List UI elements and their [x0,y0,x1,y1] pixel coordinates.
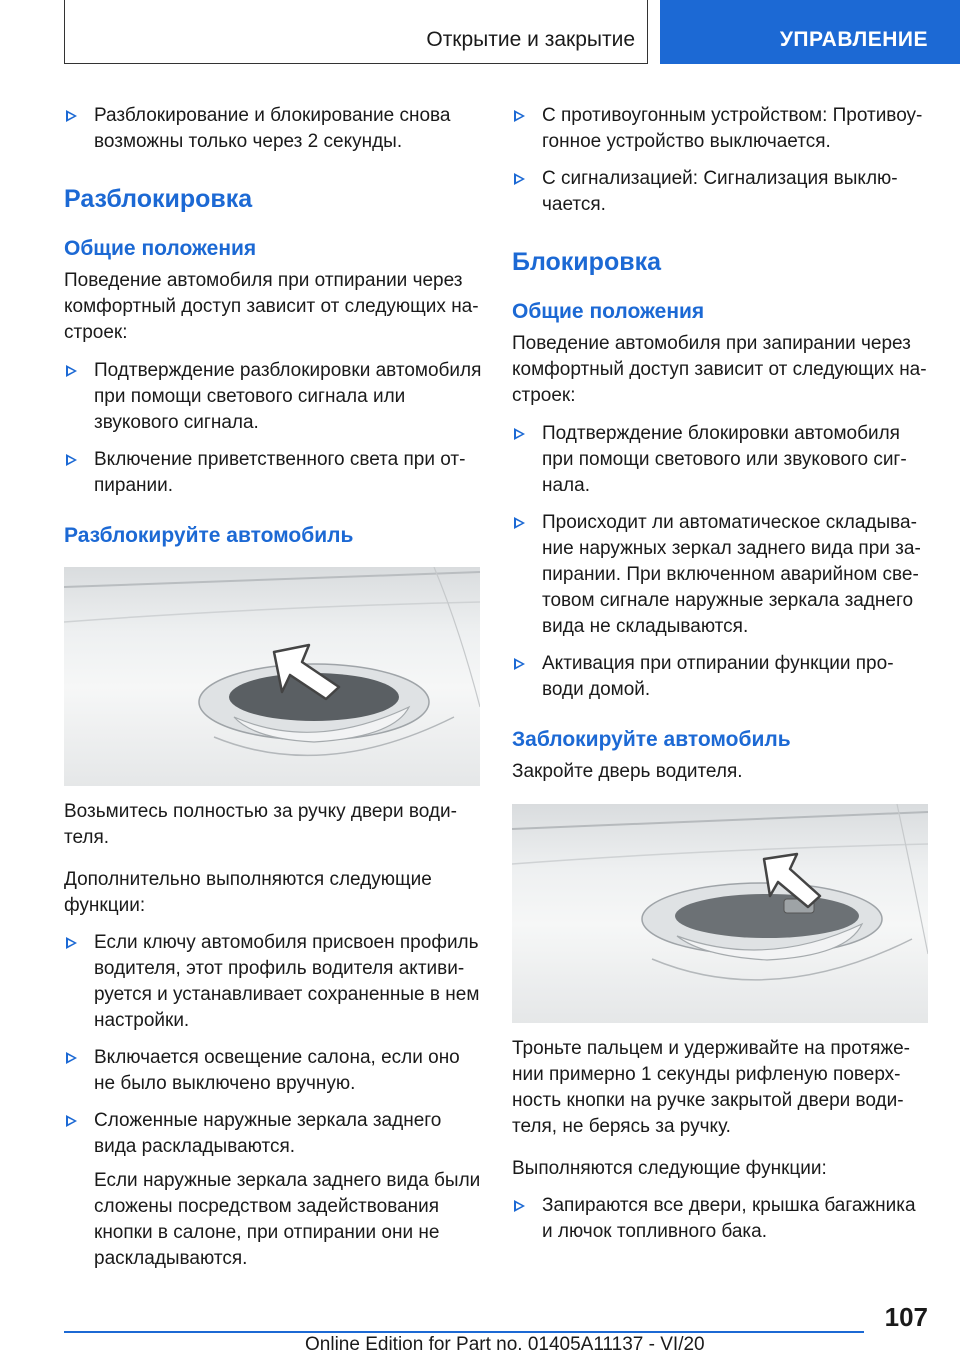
list-item: Запираются все двери, крышка багажника и лючок топливного бака. [512,1193,928,1245]
heading-lock-car: Заблокируйте автомобиль [512,728,791,751]
list-item: Включение приветственного света при от-пирании. [64,447,484,499]
list-item: Подтверждение разблокировки автомобиля при помощи светового сигнала или звукового сигнала. [64,358,484,436]
list-item: Происходит ли автоматическое складыва-ние наружных зеркал заднего вида при за-пирании. При включенном аварийном све-товом сигнале наружные зеркала заднего вида не складываются. [512,510,928,640]
right-column [512,103,928,1245]
door-handle-lock-photo [512,804,928,1023]
bullet-triangle-icon [514,428,525,440]
paragraph-close-door: Закройте дверь водителя. [512,761,743,782]
heading-lock: Блокировка [512,248,661,276]
paragraph-functions-left: Дополнительно выполняются следующие функции: [64,869,432,916]
bullet-triangle-icon [514,517,525,529]
bullet-triangle-icon [514,1200,525,1212]
list-item: Включается освещение салона, если оно не было выключено вручную. [64,1045,484,1097]
bullet-triangle-icon [514,110,525,122]
paragraph-general-right: Поведение автомобиля при запирании через комфортный доступ зависит от следующих на-строек: [512,333,927,406]
footer-edition: Online Edition for Part no. 01405A11137 - VI/20 [305,1334,705,1355]
heading-unlock: Разблокировка [64,185,253,213]
list-item: Подтверждение блокировки автомобиля при помощи светового или звукового сиг-нала. [512,421,928,499]
door-handle-illustration [64,567,480,786]
list-item: Если ключу автомобиля присвоен профиль водителя, этот профиль водителя активи-руется и устанавливает сохраненные в нем настройки. [64,930,484,1034]
list-item: С противоугонным устройством: Противоу-гонное устройство выключается. [512,103,928,155]
heading-general-left: Общие положения [64,237,257,260]
paragraph-mirror-note: Если наружные зеркала заднего вида были сложены посредством задействования кнопки в салоне, при отпирании они не раскладываются. [94,1170,481,1269]
paragraph-general-left: Поведение автомобиля при отпирании через комфортный доступ зависит от следующих на-строек: [64,270,479,343]
header-section-box [64,0,648,64]
door-handle-unlock-photo [64,567,480,786]
door-handle-lock-illustration [512,804,928,1023]
header-section-title: Открытие и закрытие [426,28,635,51]
page-number: 107 [884,1302,928,1332]
bullet-triangle-icon [66,1115,77,1127]
heading-general-right: Общие положения [512,300,705,323]
bullet-triangle-icon [66,937,77,949]
paragraph-functions-right: Выполняются следующие функции: [512,1158,827,1179]
footer-divider [64,1331,864,1333]
bullet-triangle-icon [66,365,77,377]
bullet-triangle-icon [66,110,77,122]
list-item: С сигнализацией: Сигнализация выклю-чается. [512,166,928,218]
header-chapter-title: УПРАВЛЕНИЕ [779,28,928,51]
header-chapter-tab[interactable] [660,0,960,64]
list-item: Активация при отпирании функции про-води домой. [512,651,928,703]
bullet-triangle-icon [514,173,525,185]
list-item: Сложенные наружные зеркала заднего вида раскладываются. [64,1108,484,1160]
bullet-triangle-icon [66,1052,77,1064]
bullet-triangle-icon [66,454,77,466]
left-column [64,103,484,1272]
list-item: Разблокирование и блокирование снова возможны только через 2 секунды. [64,103,484,155]
paragraph-grip: Возьмитесь полностью за ручку двери води-теля. [64,801,457,848]
paragraph-touch: Троньте пальцем и удерживайте на протяже-нии примерно 1 секунды рифленую поверх-ность кнопки на ручке закрытой двери води-теля, не берясь за ручку. [512,1038,910,1137]
heading-unlock-car: Разблокируйте автомобиль [64,524,354,547]
bullet-triangle-icon [514,658,525,670]
